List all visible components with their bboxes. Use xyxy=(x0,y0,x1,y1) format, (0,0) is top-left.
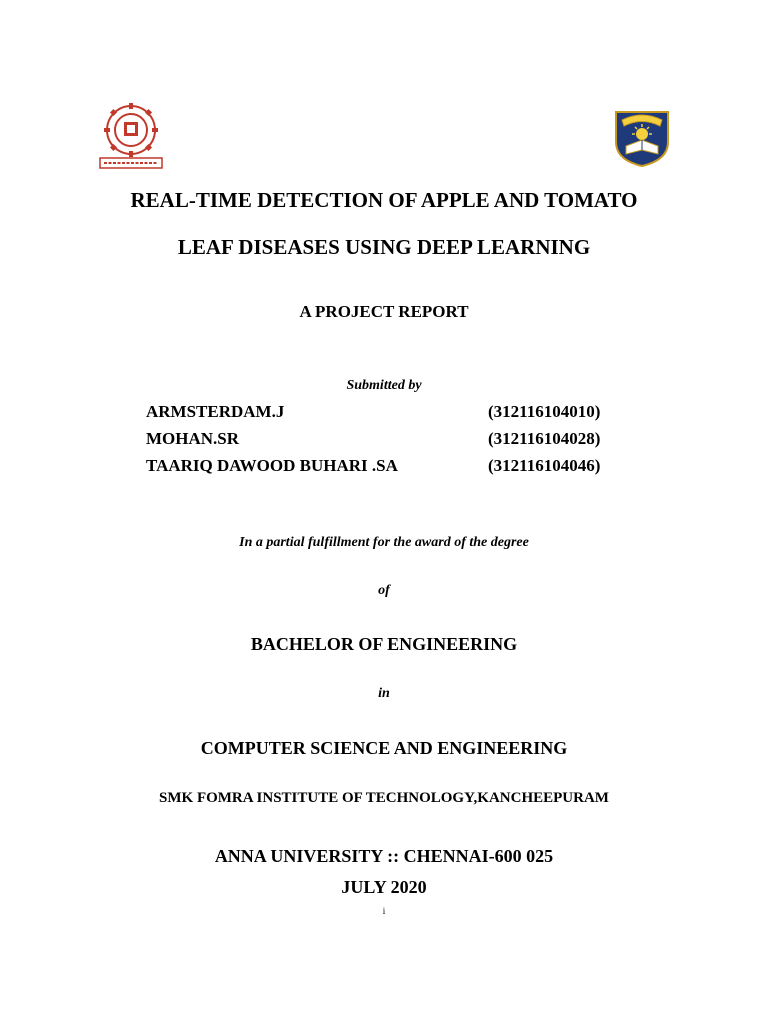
title-line-1: REAL-TIME DETECTION OF APPLE AND TOMATO xyxy=(130,188,638,212)
member-id: (312116104028) xyxy=(488,429,601,448)
member-name: TAARIQ DAWOOD BUHARI .SA xyxy=(146,456,398,475)
member-name: ARMSTERDAM.J xyxy=(146,402,285,421)
title-line-2: LEAF DISEASES USING DEEP LEARNING xyxy=(177,235,591,259)
member-name: MOHAN.SR xyxy=(146,429,240,448)
report-type: A PROJECT REPORT xyxy=(299,302,469,321)
university-name: ANNA UNIVERSITY :: CHENNAI-600 025 xyxy=(214,846,554,866)
submitted-by-label: Submitted by xyxy=(346,378,422,393)
member-id: (312116104010) xyxy=(488,402,601,421)
branch-name: COMPUTER SCIENCE AND ENGINEERING xyxy=(200,738,568,758)
in-text: in xyxy=(378,686,390,701)
degree-name: BACHELOR OF ENGINEERING xyxy=(250,634,518,654)
smk-fomra-logo xyxy=(612,106,672,168)
page-number: i xyxy=(382,906,386,916)
submission-date: JULY 2020 xyxy=(341,877,427,897)
of-text: of xyxy=(378,583,390,598)
institute-name: SMK FOMRA INSTITUTE OF TECHNOLOGY,KANCHEEPURAM xyxy=(159,790,609,806)
member-id: (312116104046) xyxy=(488,456,601,475)
anna-university-logo xyxy=(98,102,164,170)
fulfillment-text: In a partial fulfillment for the award of the degree xyxy=(239,535,529,550)
